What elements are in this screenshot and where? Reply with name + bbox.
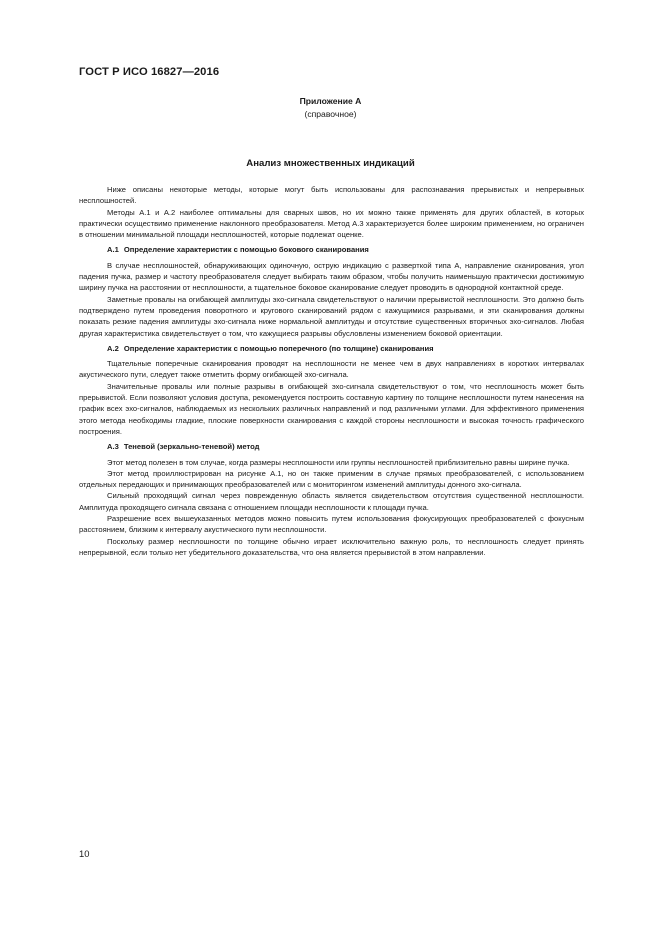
annex-heading: Анализ множественных индикаций <box>246 158 415 169</box>
section-paragraph: Тщательные поперечные сканирования проводят на несплошности не менее чем в двух направлениях в коротких интервалах акустического пути, следует также отметить форму огибающей эхо-сигнала. <box>79 359 584 380</box>
section-number: А.2 <box>107 343 119 353</box>
annex-subtitle: (справочное) <box>304 109 357 119</box>
section-heading-a3 <box>79 441 584 452</box>
section-number: А.1 <box>107 245 119 255</box>
annex-title: Приложение А <box>299 96 362 106</box>
section-paragraph: Этот метод полезен в том случае, когда размеры несплошности или группы несплошностей приблизительно равны ширине пучка. <box>107 457 570 467</box>
section-title: Теневой (зеркально-теневой) метод <box>123 442 260 452</box>
section-paragraph: В случае несплошностей, обнаруживающих одиночную, острую индикацию с разверткой типа А, направление сканирования, угол падения пучка, размер и частоту преобразователя следует выбирать таким образом, чтобы получить наименьшую практически достижимую ширину пучка на расстоянии от несплошности, а тщательное боковое сканирование следует проводить в однородной контактной среде. <box>79 260 584 293</box>
section-paragraph: Этот метод проиллюстрирован на рисунке А.1, но он также применим в случае прямых преобразователей, с использованием отдельных передающих и принимающих преобразователей или с мониторингом изменений амплитуды донного эхо-сигнала. <box>79 468 584 490</box>
document-body <box>79 184 584 558</box>
section-heading-a2 <box>79 343 584 354</box>
section-heading-a1 <box>79 244 584 255</box>
section-title: Определение характеристик с помощью бокового сканирования <box>123 245 369 255</box>
annex-block <box>0 95 661 121</box>
section-number: А.3 <box>107 442 119 452</box>
section-paragraph: Заметные провалы на огибающей амплитуды эхо-сигнала свидетельствуют о наличии прерывистой несплошности. Это должно быть подтверждено путем проведения поворотного и кругового сканирований рядом с кажущимися разрывами, и эти сканирования должны показать резкие падения амплитуды эхо-сигнала ниже нормальной амплитуды и отсутствие существенных вторичных эхо-сигналов. Любая другая характеристика свидетельствует о том, что кажущиеся разрывы обусловлены изменением боковой ориентации. <box>79 294 584 338</box>
section-paragraph: Значительные провалы или полные разрывы в огибающей эхо-сигнала свидетельствуют о том, что несплошность может быть прерывистой. Если позволяют условия доступа, рекомендуется построить составную картину по толщине несплошности путем нанесения на график всех эхо-сигналов, наблюдаемых из нескольких различных направлений и под различными углами. Для эффективного применения этого метода необходимы гладкие, плоские поверхности сканирования с каждой стороны несплошности и высокая точность графического построения. <box>79 381 584 436</box>
section-paragraph: Сильный проходящий сигнал через поврежденную область является свидетельством отсутствия существенной несплошности. Амплитуда проходящего сигнала связана с отношением площади несплошности к площади пучка. <box>79 491 584 512</box>
section-paragraph: Поскольку размер несплошности по толщине обычно играет исключительно важную роль, то несплошность следует принять непрерывной, если только нет убедительного доказательства, что она является прерывистой в этом направлении. <box>79 536 584 557</box>
standard-header: ГОСТ Р ИСО 16827—2016 <box>79 66 220 78</box>
intro-paragraph: Методы А.1 и А.2 наиболее оптимальны для сварных швов, но их можно также применять для других областей, в которых практически осуществимо применение наклонного преобразователя. Метод А.3 характеризуется более широким применением, но ограничен в отношении минимальной площади несплошностей, которые подлежат оценке. <box>79 207 584 240</box>
section-paragraph: Разрешение всех вышеуказанных методов можно повысить путем использования фокусирующих преобразователей с фокусным расстоянием, близким к интервалу акустического пути несплошности. <box>79 514 584 535</box>
section-title: Определение характеристик с помощью поперечного (по толщине) сканирования <box>123 343 434 353</box>
page-number: 10 <box>79 848 90 859</box>
intro-paragraph: Ниже описаны некоторые методы, которые могут быть использованы для распознавания прерывистых и непрерывных несплошностей. <box>79 185 584 206</box>
